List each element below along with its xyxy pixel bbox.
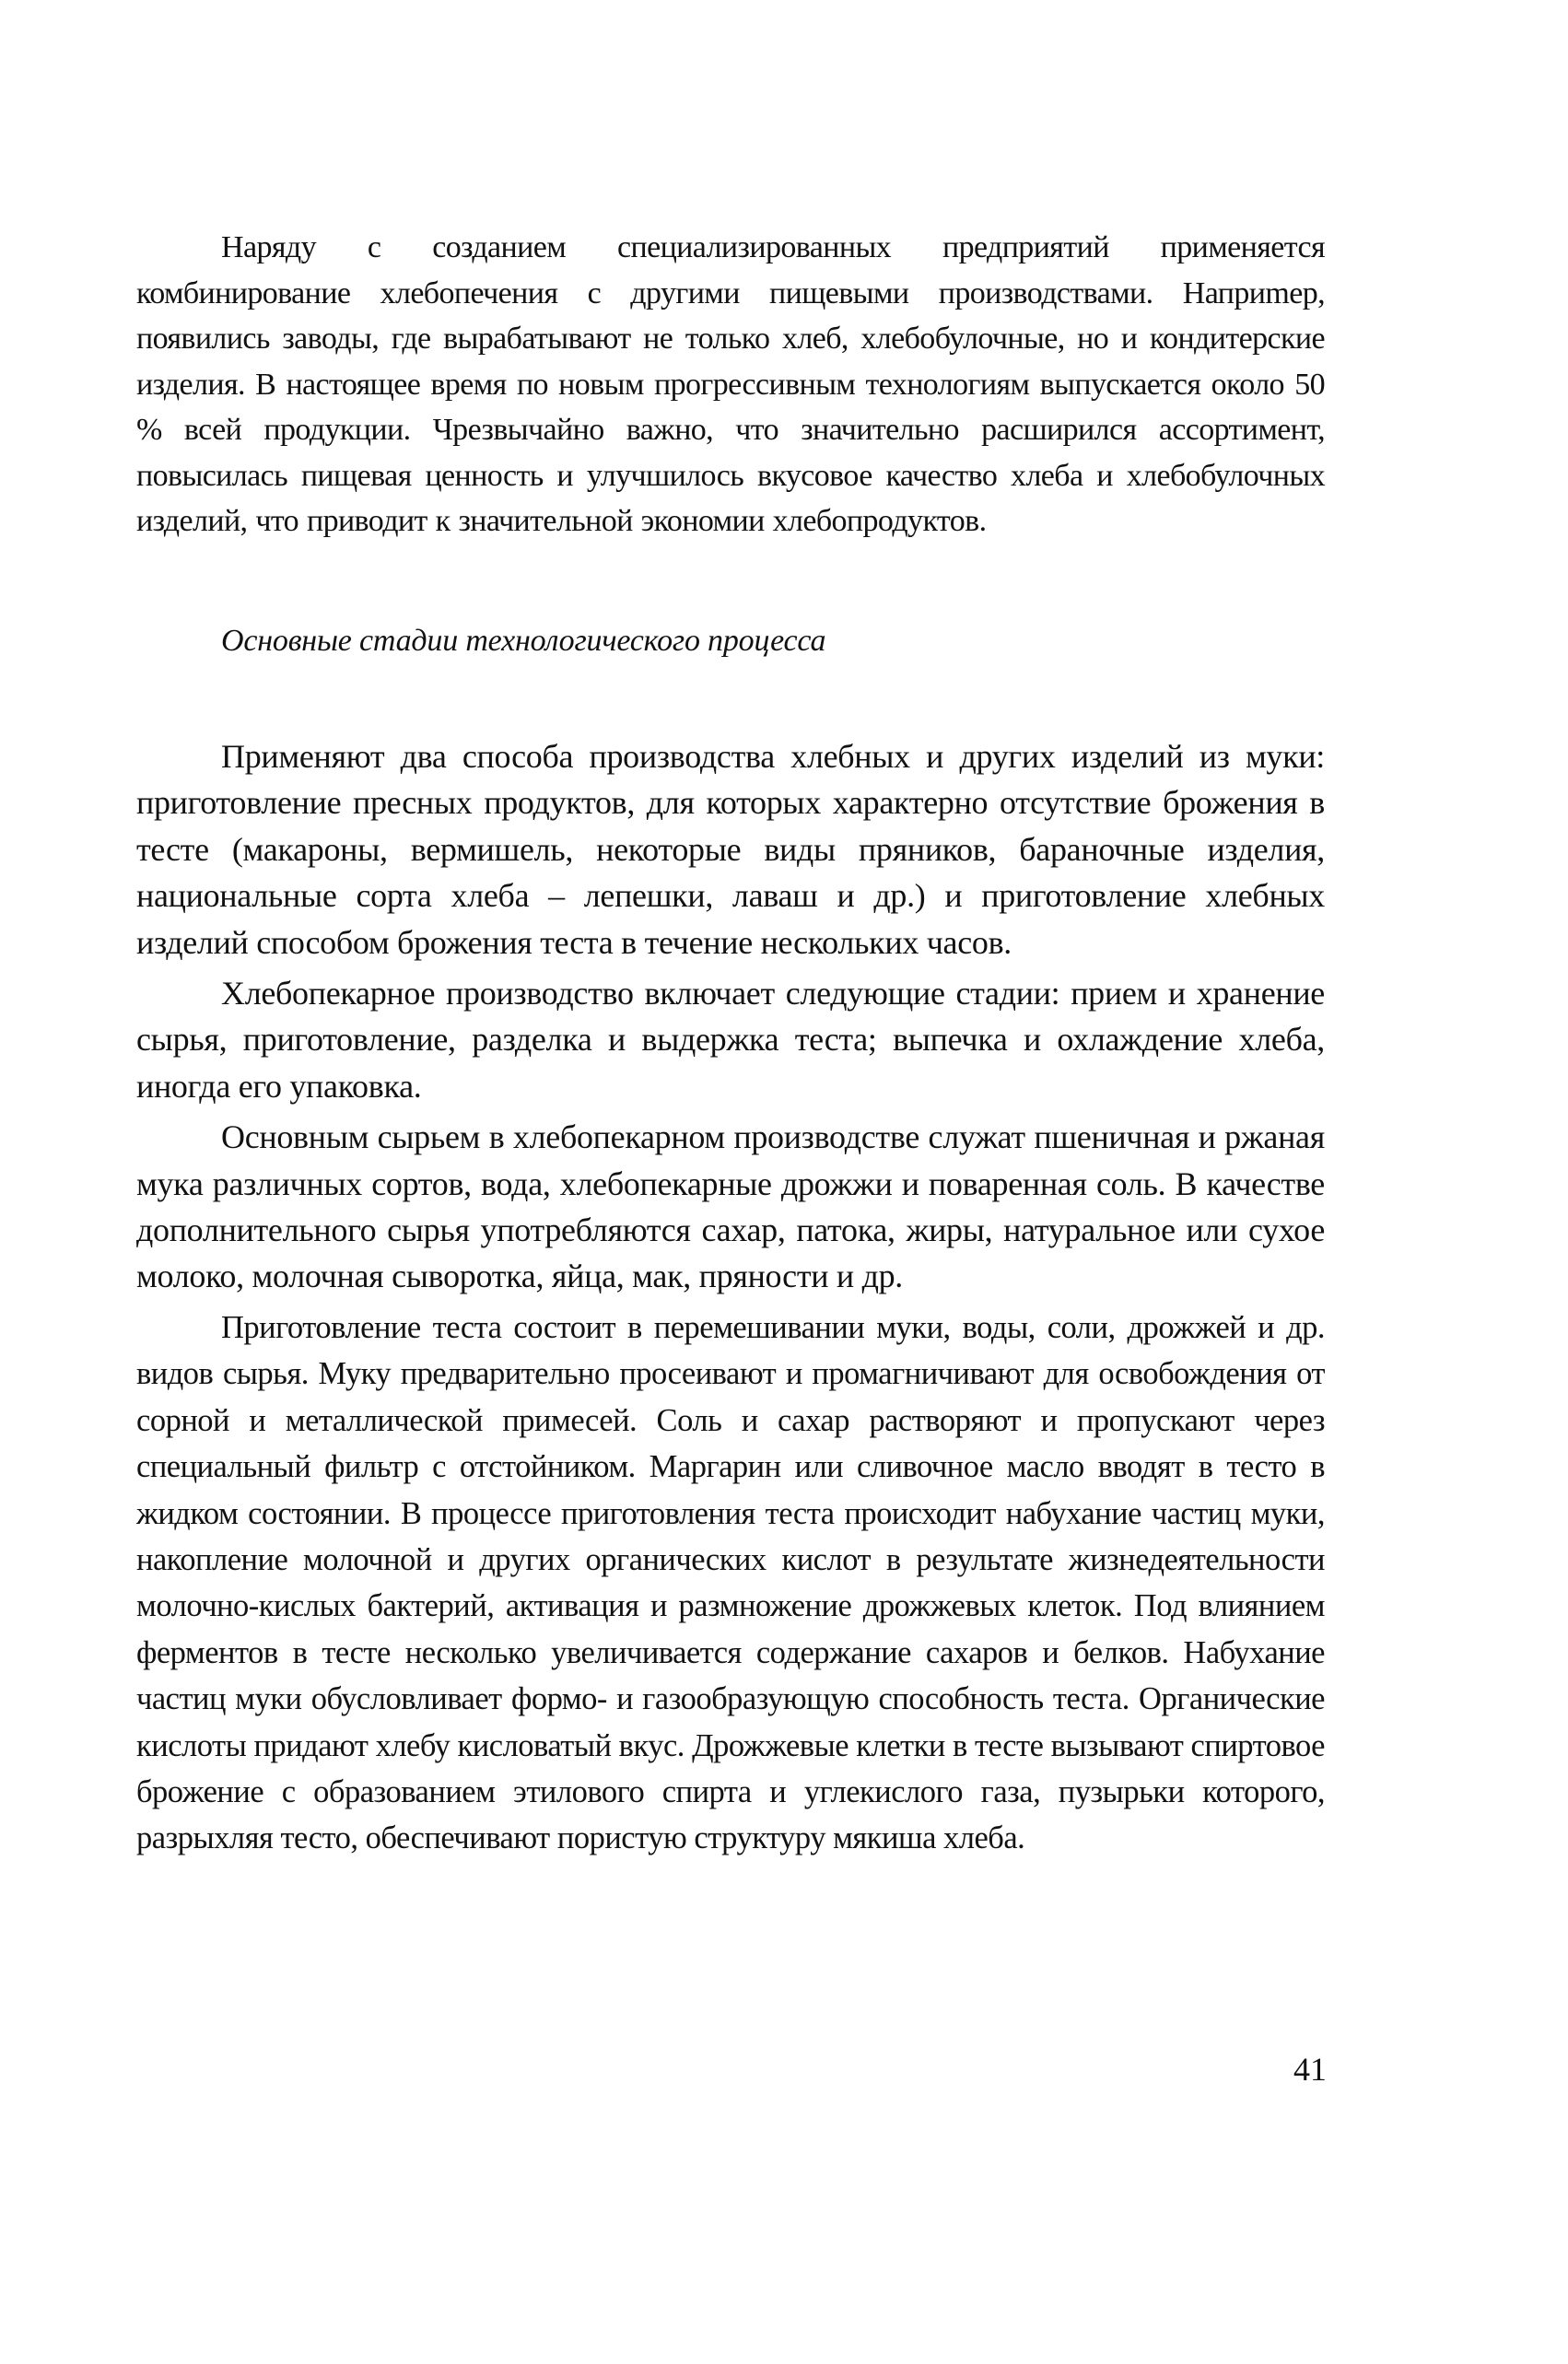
paragraph-raw-materials: Основным сырьем в хлебопекарном производстве служат пшеничная и ржаная мука различных сортов, вода, хлебопекарные дрожжи и поваренная соль. В качестве дополнительного сырья употребляются сахар, патока, жиры, натуральное или сухое молоко, молочная сыворотка, яйца, мак, пряности и др. xyxy=(136,1118,1325,1295)
body-text xyxy=(136,733,1325,1862)
section-heading: Основные стадии технологического процесса xyxy=(221,624,826,658)
page-number: 41 xyxy=(1293,2051,1327,2088)
intro-block xyxy=(136,225,1325,544)
paragraph-production-methods: Применяют два способа производства хлебных и других изделий из муки: приготовление пресных продуктов, для которых характерно отсутствие брожения в тесте (макароны, вермишель, некоторые виды пряников, бараночные изделия, национальные сорта хлеба – лепешки, лаваш и др.) и приготовление хлебных изделий способом брожения теста в течение нескольких часов. xyxy=(136,738,1325,961)
paragraph-dough-preparation: Приготовление теста состоит в перемешивании муки, воды, соли, дрожжей и др. видов сырья. Муку предварительно просеивают и промагничивают для освобождения от сорной и металлической примесей. Соль и сахар растворяют и пропускают через специальный фильтр с отстойником. Маргарин или сливочное масло вводят в тесто в жидком состоянии. В процессе приготовления теста происходит набухание частиц муки, накопление молочной и других органических кислот в результате жизнедеятельности молочно-кислых бактерий, активация и размножение дрожжевых клеток. Под влиянием ферментов в тесте несколько увеличивается содержание сахаров и белков. Набухание частиц муки обусловливает формо- и газообразующую способность теста. Органические кислоты придают хлебу кисловатый вкус. Дрожжевые клетки в тесте вызывают спиртовое брожение с образованием этилового спирта и углекислого газа, пузырьки которого, разрыхляя тесто, обеспечивают пористую структуру мякиша хлеба. xyxy=(136,1309,1325,1856)
intro-paragraph: Наряду с созданием специализированных предприятий применяется комбинирование хлебопечения с другими пищевыми производствами. Наприmер, появились заводы, где вырабатывают не только хлеб, хлебобулочные, но и кондитерские изделия. В настоящее время по новым прогрессивным технологиям выпускается около 50 % всей продукции. Чрезвычайно важно, что значительно расширился ассортимент, повысилась пищевая ценность и улучшилось вкусовое качество хлеба и хлебобулочных изделий, что приводит к значительной экономии хлебопродуктов. xyxy=(136,230,1325,538)
paragraph-production-stages: Хлебопекарное производство включает следующие стадии: прием и хранение сырья, приготовление, разделка и выдержка теста; выпечка и охлаждение хлеба, иногда его упаковка. xyxy=(136,975,1325,1105)
